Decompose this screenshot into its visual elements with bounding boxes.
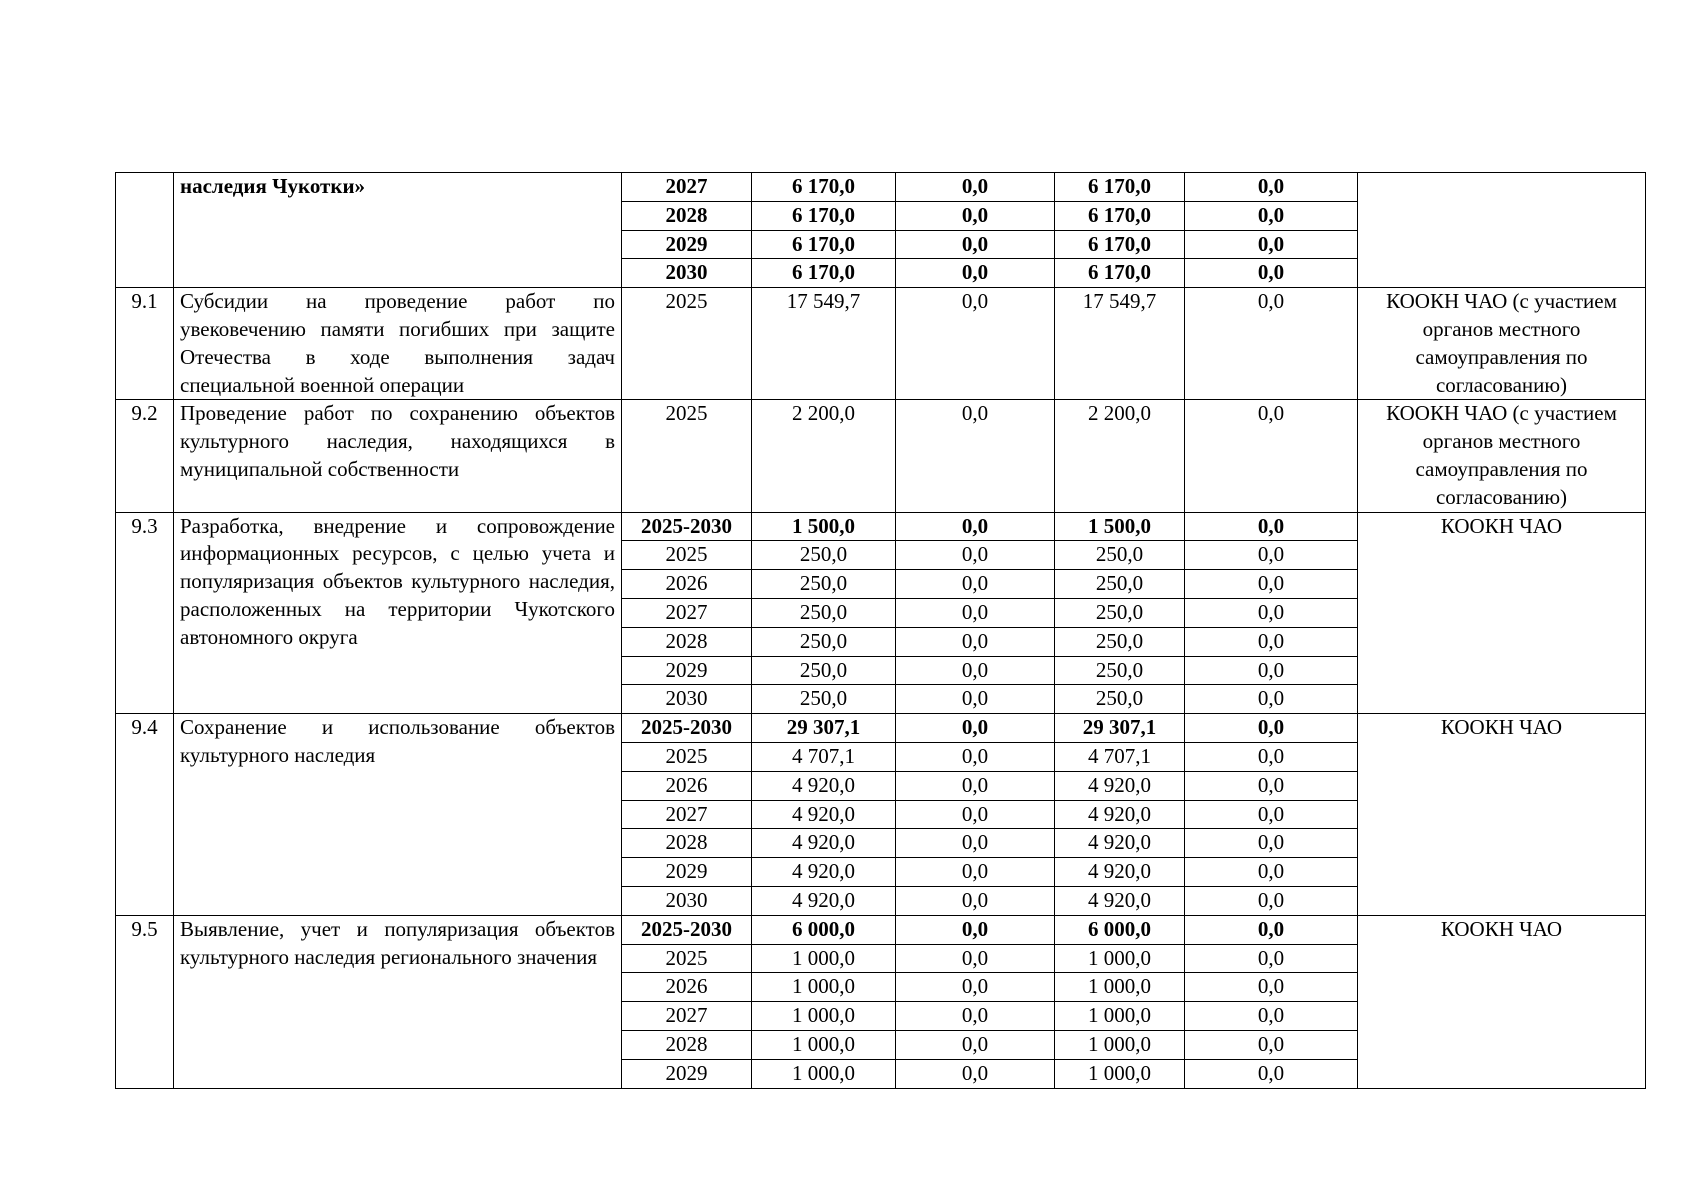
responsible-executor: КООКН ЧАО bbox=[1358, 714, 1646, 916]
item-name: Выявление, учет и популяризация объектов культурного наследия регионального значения bbox=[174, 915, 622, 1088]
regional-budget-cell: 6 170,0 bbox=[1055, 230, 1185, 259]
total-amount-cell: 4 920,0 bbox=[752, 829, 896, 858]
other-sources-cell: 0,0 bbox=[1185, 1030, 1358, 1059]
other-sources-cell: 0,0 bbox=[1185, 973, 1358, 1002]
item-name: Сохранение и использование объектов культурного наследия bbox=[174, 714, 622, 916]
regional-budget-cell: 1 000,0 bbox=[1055, 1030, 1185, 1059]
total-amount-cell: 250,0 bbox=[752, 570, 896, 599]
table-row bbox=[116, 400, 1646, 512]
total-amount-cell: 4 920,0 bbox=[752, 886, 896, 915]
total-amount-cell: 1 000,0 bbox=[752, 1002, 896, 1031]
regional-budget-cell: 4 920,0 bbox=[1055, 771, 1185, 800]
table-row bbox=[116, 512, 1646, 541]
item-number: 9.4 bbox=[116, 714, 174, 916]
item-name: наследия Чукотки» bbox=[174, 173, 622, 288]
year-cell: 2025-2030 bbox=[622, 714, 752, 743]
year-cell: 2027 bbox=[622, 173, 752, 202]
federal-budget-cell: 0,0 bbox=[896, 973, 1055, 1002]
total-amount-cell: 6 170,0 bbox=[752, 201, 896, 230]
other-sources-cell: 0,0 bbox=[1185, 512, 1358, 541]
regional-budget-cell: 29 307,1 bbox=[1055, 714, 1185, 743]
other-sources-cell: 0,0 bbox=[1185, 685, 1358, 714]
regional-budget-cell: 6 170,0 bbox=[1055, 173, 1185, 202]
other-sources-cell: 0,0 bbox=[1185, 1002, 1358, 1031]
item-name: Субсидии на проведение работ по увековечению памяти погибших при защите Отечества в ходе выполнения задач специальной военной операции bbox=[174, 288, 622, 400]
regional-budget-cell: 250,0 bbox=[1055, 685, 1185, 714]
table-body bbox=[116, 173, 1646, 1089]
total-amount-cell: 250,0 bbox=[752, 598, 896, 627]
regional-budget-cell: 250,0 bbox=[1055, 598, 1185, 627]
other-sources-cell: 0,0 bbox=[1185, 771, 1358, 800]
regional-budget-cell: 4 920,0 bbox=[1055, 886, 1185, 915]
federal-budget-cell: 0,0 bbox=[896, 627, 1055, 656]
year-cell: 2026 bbox=[622, 771, 752, 800]
federal-budget-cell: 0,0 bbox=[896, 800, 1055, 829]
year-cell: 2030 bbox=[622, 259, 752, 288]
year-cell: 2026 bbox=[622, 973, 752, 1002]
other-sources-cell: 0,0 bbox=[1185, 627, 1358, 656]
regional-budget-cell: 1 000,0 bbox=[1055, 973, 1185, 1002]
regional-budget-cell: 4 920,0 bbox=[1055, 800, 1185, 829]
other-sources-cell: 0,0 bbox=[1185, 714, 1358, 743]
table-row bbox=[116, 915, 1646, 944]
total-amount-cell: 4 707,1 bbox=[752, 742, 896, 771]
federal-budget-cell: 0,0 bbox=[896, 1002, 1055, 1031]
other-sources-cell: 0,0 bbox=[1185, 541, 1358, 570]
regional-budget-cell: 250,0 bbox=[1055, 627, 1185, 656]
other-sources-cell: 0,0 bbox=[1185, 742, 1358, 771]
total-amount-cell: 6 000,0 bbox=[752, 915, 896, 944]
total-amount-cell: 250,0 bbox=[752, 627, 896, 656]
year-cell: 2025-2030 bbox=[622, 915, 752, 944]
total-amount-cell: 4 920,0 bbox=[752, 800, 896, 829]
total-amount-cell: 4 920,0 bbox=[752, 858, 896, 887]
regional-budget-cell: 4 707,1 bbox=[1055, 742, 1185, 771]
responsible-executor: КООКН ЧАО bbox=[1358, 915, 1646, 1088]
total-amount-cell: 1 000,0 bbox=[752, 973, 896, 1002]
other-sources-cell: 0,0 bbox=[1185, 259, 1358, 288]
total-amount-cell: 1 500,0 bbox=[752, 512, 896, 541]
federal-budget-cell: 0,0 bbox=[896, 858, 1055, 887]
total-amount-cell: 6 170,0 bbox=[752, 173, 896, 202]
year-cell: 2028 bbox=[622, 627, 752, 656]
federal-budget-cell: 0,0 bbox=[896, 886, 1055, 915]
federal-budget-cell: 0,0 bbox=[896, 173, 1055, 202]
year-cell: 2025 bbox=[622, 944, 752, 973]
federal-budget-cell: 0,0 bbox=[896, 230, 1055, 259]
year-cell: 2025 bbox=[622, 742, 752, 771]
year-cell: 2025-2030 bbox=[622, 512, 752, 541]
year-cell: 2029 bbox=[622, 230, 752, 259]
year-cell: 2026 bbox=[622, 570, 752, 599]
other-sources-cell: 0,0 bbox=[1185, 944, 1358, 973]
regional-budget-cell: 2 200,0 bbox=[1055, 400, 1185, 512]
year-cell: 2029 bbox=[622, 858, 752, 887]
federal-budget-cell: 0,0 bbox=[896, 742, 1055, 771]
federal-budget-cell: 0,0 bbox=[896, 915, 1055, 944]
regional-budget-cell: 6 170,0 bbox=[1055, 259, 1185, 288]
federal-budget-cell: 0,0 bbox=[896, 944, 1055, 973]
regional-budget-cell: 250,0 bbox=[1055, 656, 1185, 685]
total-amount-cell: 2 200,0 bbox=[752, 400, 896, 512]
regional-budget-cell: 17 549,7 bbox=[1055, 288, 1185, 400]
other-sources-cell: 0,0 bbox=[1185, 800, 1358, 829]
total-amount-cell: 29 307,1 bbox=[752, 714, 896, 743]
year-cell: 2025 bbox=[622, 541, 752, 570]
total-amount-cell: 250,0 bbox=[752, 541, 896, 570]
total-amount-cell: 1 000,0 bbox=[752, 944, 896, 973]
federal-budget-cell: 0,0 bbox=[896, 288, 1055, 400]
regional-budget-cell: 6 000,0 bbox=[1055, 915, 1185, 944]
federal-budget-cell: 0,0 bbox=[896, 1030, 1055, 1059]
year-cell: 2028 bbox=[622, 1030, 752, 1059]
year-cell: 2025 bbox=[622, 400, 752, 512]
total-amount-cell: 250,0 bbox=[752, 656, 896, 685]
other-sources-cell: 0,0 bbox=[1185, 570, 1358, 599]
table-row bbox=[116, 288, 1646, 400]
total-amount-cell: 1 000,0 bbox=[752, 1059, 896, 1088]
regional-budget-cell: 250,0 bbox=[1055, 570, 1185, 599]
federal-budget-cell: 0,0 bbox=[896, 598, 1055, 627]
table-row bbox=[116, 173, 1646, 202]
federal-budget-cell: 0,0 bbox=[896, 714, 1055, 743]
item-number bbox=[116, 173, 174, 288]
item-number: 9.1 bbox=[116, 288, 174, 400]
year-cell: 2029 bbox=[622, 656, 752, 685]
federal-budget-cell: 0,0 bbox=[896, 771, 1055, 800]
federal-budget-cell: 0,0 bbox=[896, 570, 1055, 599]
responsible-executor: КООКН ЧАО bbox=[1358, 512, 1646, 714]
item-name: Разработка, внедрение и сопровождение информационных ресурсов, с целью учета и популяризация объектов культурного наследия, расположенных на территории Чукотского автономного округа bbox=[174, 512, 622, 714]
federal-budget-cell: 0,0 bbox=[896, 541, 1055, 570]
year-cell: 2027 bbox=[622, 1002, 752, 1031]
regional-budget-cell: 4 920,0 bbox=[1055, 829, 1185, 858]
total-amount-cell: 1 000,0 bbox=[752, 1030, 896, 1059]
budget-table bbox=[115, 172, 1646, 1089]
other-sources-cell: 0,0 bbox=[1185, 1059, 1358, 1088]
regional-budget-cell: 6 170,0 bbox=[1055, 201, 1185, 230]
federal-budget-cell: 0,0 bbox=[896, 400, 1055, 512]
item-number: 9.5 bbox=[116, 915, 174, 1088]
year-cell: 2027 bbox=[622, 598, 752, 627]
federal-budget-cell: 0,0 bbox=[896, 685, 1055, 714]
year-cell: 2025 bbox=[622, 288, 752, 400]
other-sources-cell: 0,0 bbox=[1185, 858, 1358, 887]
responsible-executor: КООКН ЧАО (с участием органов местного самоуправления по согласованию) bbox=[1358, 400, 1646, 512]
total-amount-cell: 6 170,0 bbox=[752, 230, 896, 259]
year-cell: 2030 bbox=[622, 685, 752, 714]
total-amount-cell: 6 170,0 bbox=[752, 259, 896, 288]
table-row bbox=[116, 714, 1646, 743]
item-name: Проведение работ по сохранению объектов культурного наследия, находящихся в муниципальной собственности bbox=[174, 400, 622, 512]
federal-budget-cell: 0,0 bbox=[896, 829, 1055, 858]
item-number: 9.2 bbox=[116, 400, 174, 512]
total-amount-cell: 17 549,7 bbox=[752, 288, 896, 400]
other-sources-cell: 0,0 bbox=[1185, 829, 1358, 858]
federal-budget-cell: 0,0 bbox=[896, 656, 1055, 685]
total-amount-cell: 250,0 bbox=[752, 685, 896, 714]
other-sources-cell: 0,0 bbox=[1185, 173, 1358, 202]
item-number: 9.3 bbox=[116, 512, 174, 714]
federal-budget-cell: 0,0 bbox=[896, 259, 1055, 288]
federal-budget-cell: 0,0 bbox=[896, 201, 1055, 230]
other-sources-cell: 0,0 bbox=[1185, 288, 1358, 400]
federal-budget-cell: 0,0 bbox=[896, 512, 1055, 541]
regional-budget-cell: 1 000,0 bbox=[1055, 944, 1185, 973]
year-cell: 2028 bbox=[622, 829, 752, 858]
other-sources-cell: 0,0 bbox=[1185, 656, 1358, 685]
year-cell: 2027 bbox=[622, 800, 752, 829]
regional-budget-cell: 250,0 bbox=[1055, 541, 1185, 570]
regional-budget-cell: 1 000,0 bbox=[1055, 1059, 1185, 1088]
year-cell: 2028 bbox=[622, 201, 752, 230]
federal-budget-cell: 0,0 bbox=[896, 1059, 1055, 1088]
other-sources-cell: 0,0 bbox=[1185, 886, 1358, 915]
other-sources-cell: 0,0 bbox=[1185, 915, 1358, 944]
year-cell: 2030 bbox=[622, 886, 752, 915]
responsible-executor: КООКН ЧАО (с участием органов местного самоуправления по согласованию) bbox=[1358, 288, 1646, 400]
year-cell: 2029 bbox=[622, 1059, 752, 1088]
other-sources-cell: 0,0 bbox=[1185, 598, 1358, 627]
regional-budget-cell: 1 000,0 bbox=[1055, 1002, 1185, 1031]
responsible-executor bbox=[1358, 173, 1646, 288]
other-sources-cell: 0,0 bbox=[1185, 230, 1358, 259]
regional-budget-cell: 1 500,0 bbox=[1055, 512, 1185, 541]
total-amount-cell: 4 920,0 bbox=[752, 771, 896, 800]
regional-budget-cell: 4 920,0 bbox=[1055, 858, 1185, 887]
other-sources-cell: 0,0 bbox=[1185, 201, 1358, 230]
other-sources-cell: 0,0 bbox=[1185, 400, 1358, 512]
